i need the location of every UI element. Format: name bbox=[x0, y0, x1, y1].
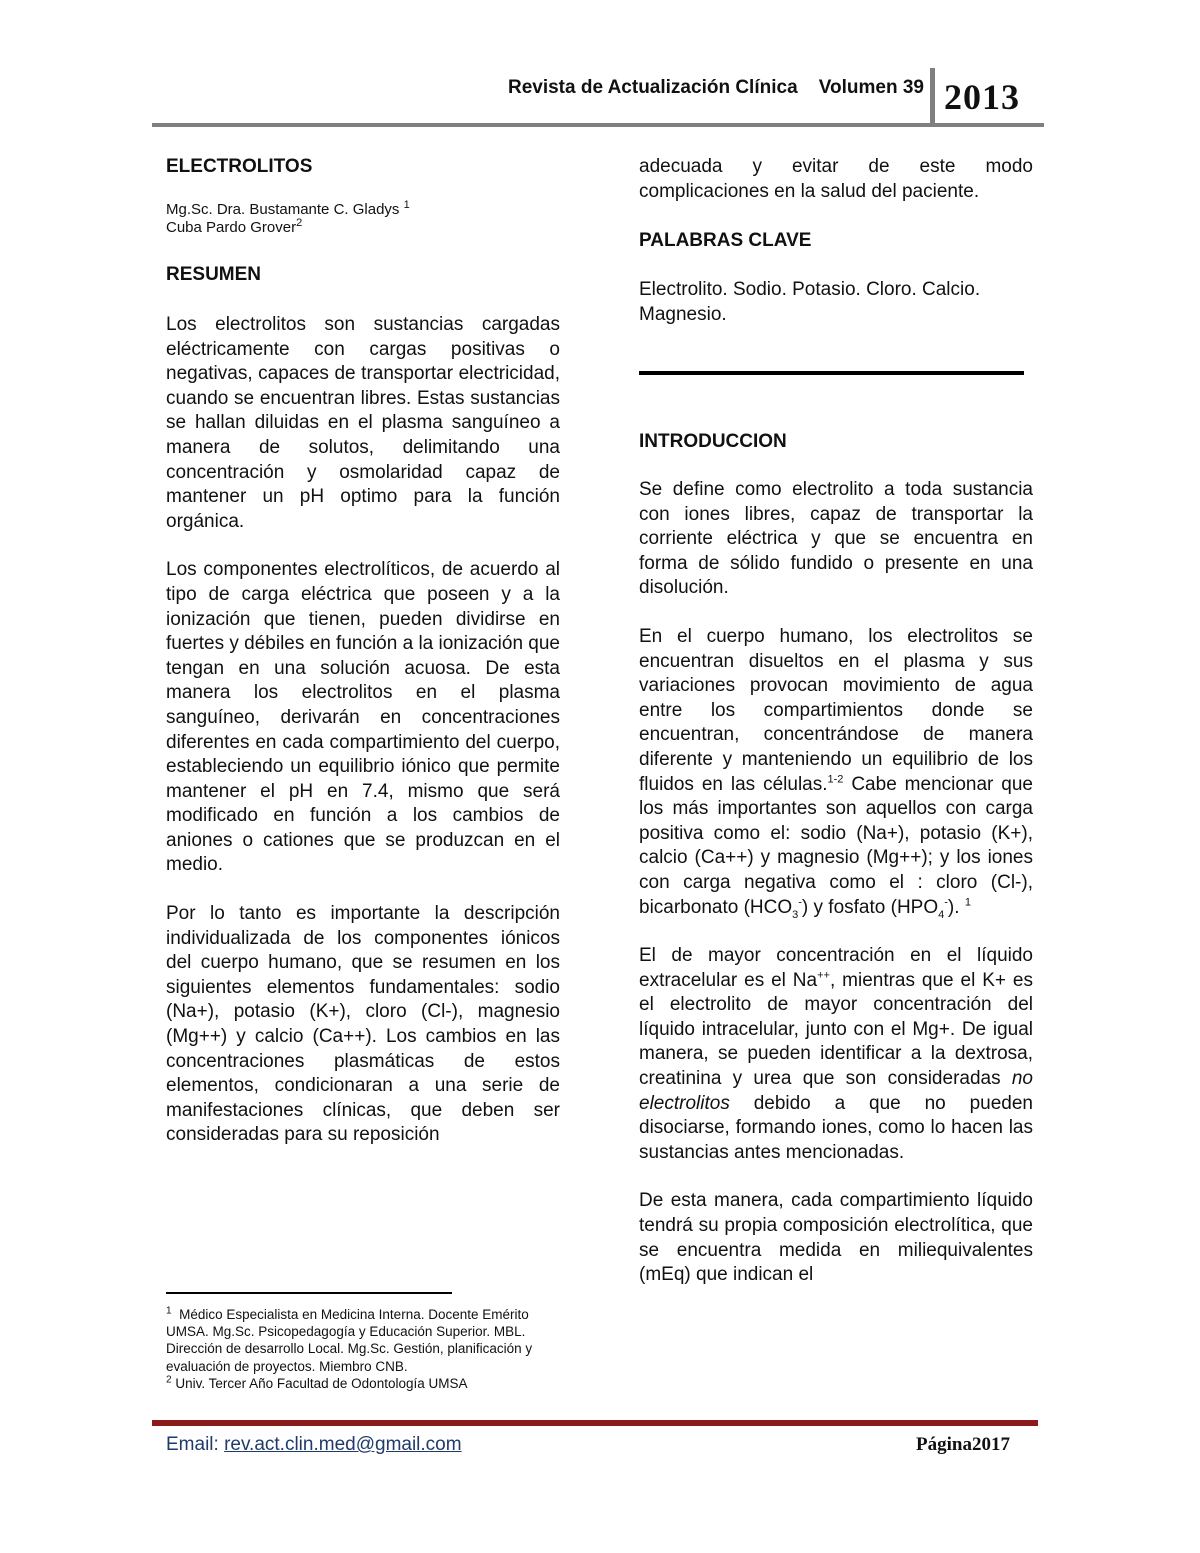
page-label: Página bbox=[916, 1434, 972, 1455]
introduction-heading: INTRODUCCION bbox=[639, 431, 787, 452]
email-label: Email: bbox=[166, 1434, 225, 1455]
journal-header bbox=[300, 77, 924, 99]
footer-email bbox=[166, 1434, 462, 1456]
journal-name: Revista de Actualización Clínica bbox=[507, 77, 798, 98]
footnote-2 bbox=[166, 1375, 560, 1392]
footnote-2-text: Univ. Tercer Año Facultad de Odontología UMSA bbox=[175, 1375, 468, 1391]
footnotes bbox=[166, 1306, 560, 1392]
footnote-1-number: 1 bbox=[166, 1305, 172, 1317]
header-divider bbox=[930, 68, 935, 126]
introduction-paragraph-3: El de mayor concentración en el líquido extracelular es el Na++, mientras que el K+ es el electrolito de mayor concentración del líquido intracelular, junto con el Mg+. De igual manera, se pueden identificar a la dextrosa, creatinina y urea que son consideradas no electrolitos debido a que no pueden disociarse, formando iones, como lo hacen las sustancias antes mencionadas. bbox=[639, 945, 1033, 1163]
footnote-1-text: Médico Especialista en Medicina Interna. Docente Emérito UMSA. Mg.Sc. Psicopedagogía y Educación Superior. MBL. Dirección de desarrollo Local. Mg.Sc. Gestión, planificación y evaluación de proyectos. Miembro CNB. bbox=[166, 1307, 533, 1374]
right-column bbox=[639, 155, 1033, 327]
page-number bbox=[870, 1434, 1010, 1456]
author-2-name: Cuba Pardo Grover bbox=[166, 219, 297, 236]
footnote-1 bbox=[166, 1306, 560, 1375]
introduction-paragraph-1: Se define como electrolito a toda sustancia con iones libres, capaz de transportar la corriente eléctrica y que se encuentra en forma de sólido fundido o presente en una disolución. bbox=[639, 479, 1033, 599]
citation-1-2: 1-2 bbox=[827, 773, 844, 786]
article-title: ELECTROLITOS bbox=[166, 156, 313, 177]
footnote-rule bbox=[166, 1292, 452, 1294]
author-1-name: Mg.Sc. Dra. Bustamante C. Gladys bbox=[166, 201, 400, 218]
header-rule bbox=[152, 123, 1044, 127]
journal-year: 2013 bbox=[944, 77, 1020, 117]
footer-rule bbox=[152, 1420, 1038, 1426]
emphasis-no-electrolitos: no electrolitos bbox=[639, 1068, 1033, 1114]
footnote-2-number: 2 bbox=[166, 1374, 172, 1386]
introduction-paragraph-4: De esta manera, cada compartimiento líquido tendrá su propia composición electrolítica, que se encuentra medida en miliequivalentes (mEq) que indican el bbox=[639, 1190, 1033, 1286]
introduction-section bbox=[639, 430, 1033, 1288]
resumen-paragraph-3: Por lo tanto es importante la descripción individualizada de los componentes iónicos del cuerpo humano, que se resumen en los siguientes elementos fundamentales: sodio (Na+), potasio (K+), cloro (Cl-), magnesio (Mg++) y calcio (Ca++). Los cambios en las concentraciones plasmáticas de estos elementos, condicionaran a una serie de manifestaciones clínicas, que deben ser consideradas para su reposición bbox=[166, 903, 560, 1146]
resumen-heading: RESUMEN bbox=[166, 264, 262, 285]
email-link[interactable]: rev.act.clin.med@gmail.com bbox=[224, 1434, 462, 1455]
keywords-heading: PALABRAS CLAVE bbox=[639, 230, 812, 252]
journal-volume: Volumen 39 bbox=[818, 77, 924, 98]
resumen-paragraph-1: Los electrolitos son sustancias cargadas eléctricamente con cargas positivas o negativas, capaces de transportar electricidad, cuando se encuentran libres. Estas sustancias se hallan diluidas en el plasma sanguíneo a manera de solutos, delimitando una concentración y osmolaridad capaz de mantener un pH optimo para la función orgánica. bbox=[166, 314, 560, 532]
section-divider bbox=[639, 371, 1024, 375]
author-2 bbox=[166, 219, 560, 237]
author-1 bbox=[166, 201, 560, 219]
author-list bbox=[166, 201, 560, 237]
introduction-paragraph-2: En el cuerpo humano, los electrolitos se encuentran disueltos en el plasma y sus variaciones provocan movimiento de agua entre los compartimientos donde se encuentran, concentrándose de manera diferente y manteniendo un equilibrio de los fluidos en las células.$^{1-2}$ Cabe mencionar que los más importantes son aquellos con carga positiva como el: sodio (Na+), potasio (K+), calcio (Ca++) y magnesio (Mg++); y los iones con carga negativa como el : cloro (Cl-), bicarbonato $(HCO_3^-)$ y fosfato $(HPO_4^-)$. $^1$ bbox=[639, 625, 1033, 921]
resumen-continuation: adecuada y evitar de este modo complicaciones en la salud del paciente. bbox=[639, 156, 1033, 202]
author-1-affiliation: 1 bbox=[403, 199, 410, 211]
keywords-list: Electrolito. Sodio. Potasio. Cloro. Calcio. Magnesio. bbox=[639, 279, 981, 325]
author-2-affiliation: 2 bbox=[296, 217, 303, 229]
page-number-value: 2017 bbox=[972, 1434, 1010, 1455]
resumen-paragraph-2: Los componentes electrolíticos, de acuerdo al tipo de carga eléctrica que poseen y a la ionización que tienen, pueden dividirse en fuertes y débiles en función a la ionización que tengan en una solución acuosa. De esta manera los electrolitos en el plasma sanguíneo, derivarán en concentraciones diferentes en cada compartimiento del cuerpo, estableciendo un equilibrio iónico que permite mantener el pH en 7.4, mismo que será modificado en función a los cambios de aniones o cationes que se produzcan en el medio. bbox=[166, 559, 560, 876]
left-column bbox=[166, 155, 560, 1148]
citation-1: 1 bbox=[964, 896, 971, 909]
